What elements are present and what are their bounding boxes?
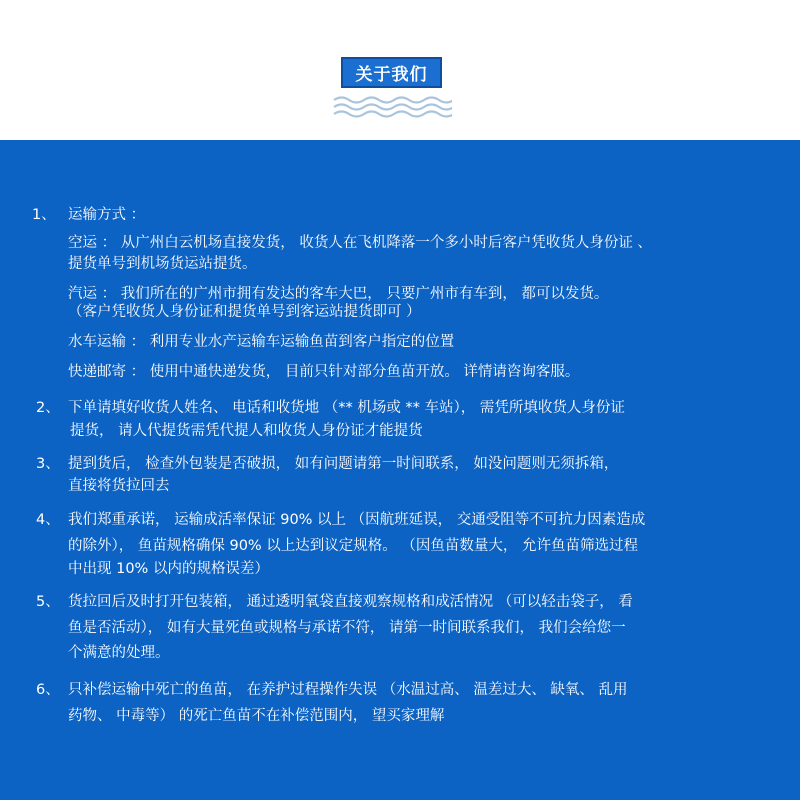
section-1-truck-line: 水车运输 ： 利用专业水产运输车运输鱼苗到客户指定的位置 (68, 334, 455, 350)
section-6-line-1: 只补偿运输中死亡的鱼苗， 在养护过程操作失误 （水温过高、 温差过大、 缺氧、 乱用 (68, 682, 628, 698)
title-badge (341, 57, 442, 88)
section-6-number: 6、 (36, 682, 60, 698)
section-1-air-line-2: 提货单号到机场货运站提货。 (68, 256, 257, 272)
wave-decoration-icon (332, 94, 452, 120)
section-1-air-line-1: 空运 ： 从广州白云机场直接发货， 收货人在飞机降落一个多小时后客户凭收货人身份证 、 (68, 235, 652, 251)
page-title: 关于我们 (355, 65, 428, 85)
section-5-line-3: 个满意的处理。 (68, 645, 170, 661)
section-6-line-2: 药物、 中毒等） 的死亡鱼苗不在补偿范围内， 望买家理解 (68, 708, 445, 724)
section-3-line-1: 提到货后， 检查外包装是否破损， 如有问题请第一时间联系， 如没问题则无须拆箱， (68, 456, 619, 472)
section-1-bus-line-2: （客户凭收货人身份证和提货单号到客运站提货即可 ） (68, 304, 421, 320)
section-4-line-3: 中出现 10% 以内的规格误差） (68, 561, 269, 577)
section-2-number: 2、 (36, 400, 60, 416)
section-3-number: 3、 (36, 456, 60, 472)
header-area (0, 0, 800, 140)
section-2-line-2: 提货， 请人代提货需凭代提人和收货人身份证才能提货 (70, 423, 423, 439)
section-1-number: 1、 (32, 207, 56, 223)
section-1-bus-line-1: 汽运 ： 我们所在的广州市拥有发达的客车大巴， 只要广州市有车到， 都可以发货。 (68, 286, 609, 302)
section-1-heading: 运输方式 ： (68, 207, 146, 223)
section-4-line-1: 我们郑重承诺， 运输成活率保证 90% 以上 （因航班延误， 交通受阻等不可抗力因素造成 (68, 512, 646, 528)
section-5-line-1: 货拉回后及时打开包装箱， 通过透明氧袋直接观察规格和成活情况 （可以轻击袋子， 看 (68, 594, 633, 610)
section-5-number: 5、 (36, 594, 60, 610)
content-panel (0, 140, 800, 800)
section-1-express-line: 快递邮寄 ： 使用中通快递发货， 目前只针对部分鱼苗开放。 详情请咨询客服。 (68, 364, 580, 380)
section-4-line-2: 的除外）， 鱼苗规格确保 90% 以上达到议定规格。 （因鱼苗数量大， 允许鱼苗筛选过程 (68, 538, 639, 554)
section-4-number: 4、 (36, 512, 60, 528)
section-2-line-1: 下单请填好收货人姓名、 电话和收货地 （** 机场或 ** 车站）， 需凭所填收货人身份证 (68, 400, 625, 416)
section-5-line-2: 鱼是否活动）， 如有大量死鱼或规格与承诺不符， 请第一时间联系我们， 我们会给您一 (68, 620, 626, 636)
section-3-line-2: 直接将货拉回去 (68, 478, 170, 494)
